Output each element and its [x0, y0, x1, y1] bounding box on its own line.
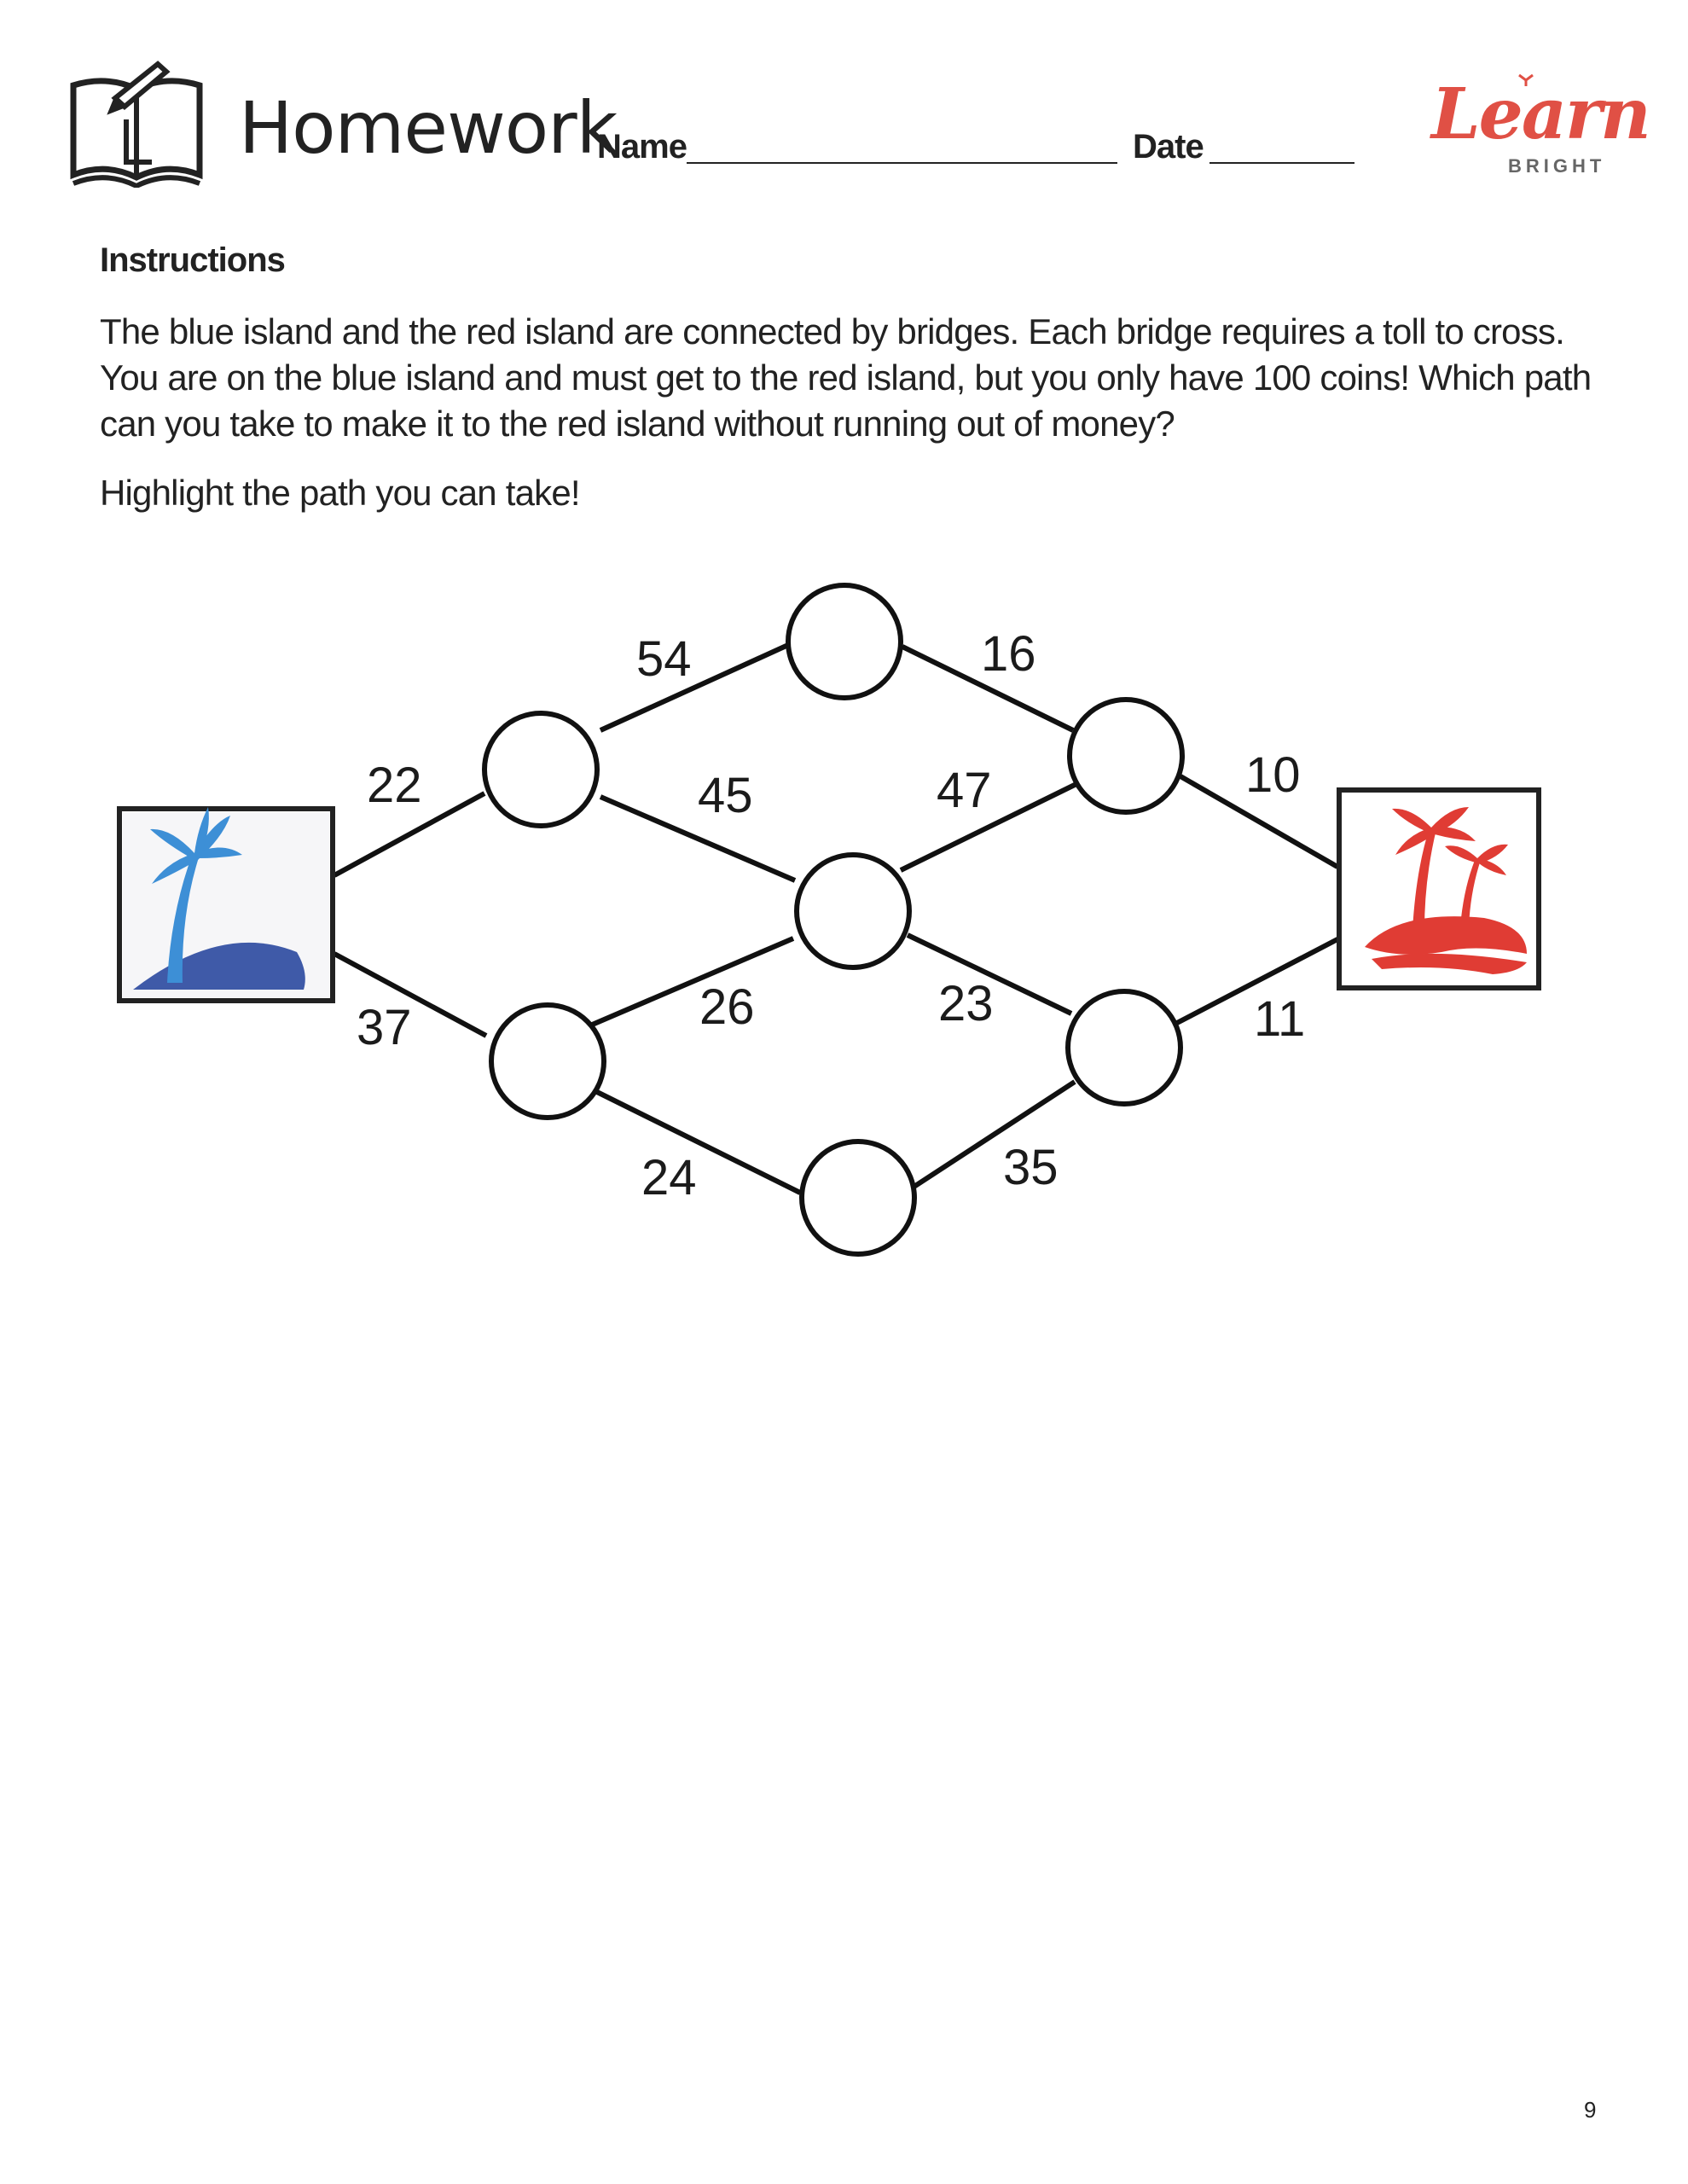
- worksheet-header: [0, 0, 1688, 205]
- book-pencil-icon: [68, 60, 205, 188]
- node-upper-right[interactable]: [1070, 700, 1182, 812]
- toll-label-24: 24: [641, 1150, 697, 1205]
- bridge-diagram: [0, 546, 1688, 1314]
- name-line[interactable]: [687, 162, 1117, 164]
- node-center[interactable]: [797, 855, 909, 967]
- logo-sub: BRIGHT: [1508, 155, 1606, 177]
- instructions-heading: Instructions: [100, 241, 285, 279]
- page-number: 9: [1584, 2097, 1597, 2123]
- bridge-upper-left-top[interactable]: [600, 645, 788, 730]
- node-bottom[interactable]: [802, 1141, 914, 1254]
- toll-label-23: 23: [938, 976, 994, 1031]
- toll-label-37: 37: [357, 1000, 412, 1055]
- toll-label-35: 35: [1003, 1140, 1059, 1195]
- date-line[interactable]: [1209, 162, 1354, 164]
- node-lower-right[interactable]: [1068, 991, 1180, 1104]
- blue-island: [119, 807, 333, 1001]
- instructions-highlight: Highlight the path you can take!: [100, 473, 580, 513]
- toll-label-54: 54: [636, 631, 692, 687]
- worksheet-title: Homework: [239, 86, 618, 170]
- toll-label-22: 22: [367, 758, 422, 813]
- bridge-lower-left-bottom[interactable]: [597, 1092, 800, 1193]
- toll-label-45: 45: [698, 768, 753, 823]
- toll-label-16: 16: [981, 626, 1036, 682]
- logo-word: Learn: [1431, 73, 1650, 155]
- learn-bright-logo: [1416, 73, 1650, 184]
- node-lower-left[interactable]: [491, 1005, 604, 1118]
- name-label: Name: [597, 128, 687, 166]
- node-upper-left[interactable]: [484, 713, 597, 826]
- toll-label-26: 26: [699, 979, 755, 1035]
- node-top[interactable]: [788, 585, 901, 698]
- date-label: Date: [1133, 128, 1204, 166]
- red-island: [1339, 790, 1539, 988]
- toll-label-10: 10: [1245, 747, 1301, 803]
- toll-label-47: 47: [937, 763, 992, 818]
- toll-label-11: 11: [1254, 991, 1306, 1047]
- instructions-body: The blue island and the red island are connected by bridges. Each bridge requires a toll to cross. You are on the blue island and must get to the red island, but you only have 100 coins! Which path can you take to make it to the red island without running out of money?: [100, 311, 1592, 444]
- bridge-lower-left-center[interactable]: [590, 938, 793, 1025]
